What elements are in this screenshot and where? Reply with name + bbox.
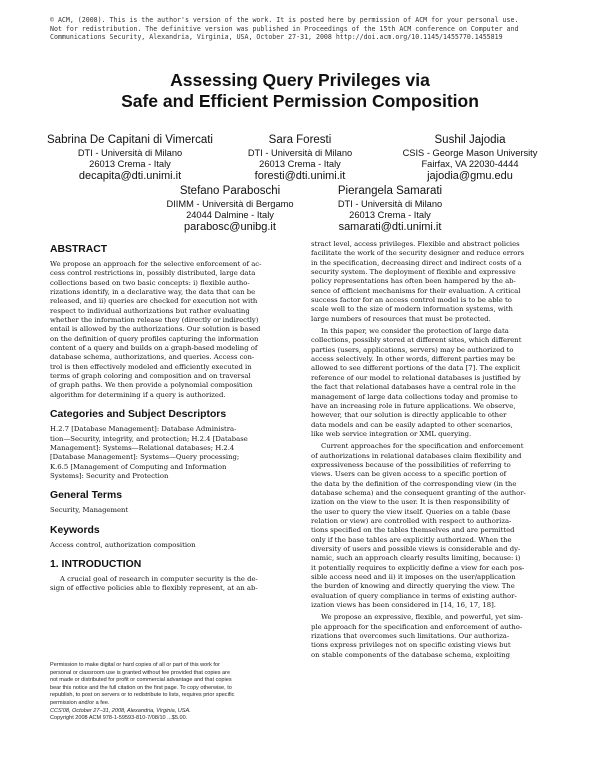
text-line: database schema) and the consequent granting of the author-	[311, 488, 526, 497]
author-affiliation: CSIS - George Mason University	[402, 148, 538, 158]
text-line: of authorizations in relational databases claim flexibility and	[311, 451, 522, 460]
text-line: large numbers of resources that must be protected.	[311, 314, 491, 323]
text-line: the burden of knowing and directly querying the view. The	[311, 582, 515, 591]
author-affiliation: DTI - Università di Milano	[77, 148, 183, 158]
text-line: it potentially requires to explicitly define a view for each pos-	[311, 563, 525, 572]
text-line: evaluation of query compliance in terms of existing author-	[311, 591, 517, 600]
text-line: K.6.5 [Management of Computing and Information	[50, 462, 227, 471]
footnote-line: republish, to post on servers or to redistribute to lists, requires prior specific	[50, 692, 235, 699]
text-line: whether the information release they (directly or indirectly)	[50, 316, 259, 325]
introduction-heading: 1. INTRODUCTION	[50, 558, 142, 570]
paragraph	[311, 240, 564, 324]
author-address: 24044 Dalmine - Italy	[186, 210, 274, 220]
footnote-line: bear this notice and the full citation on the first page. To copy otherwise, to	[50, 684, 232, 691]
text-line: diversity of users and possible views is considerable and dy-	[311, 545, 521, 553]
text-line: expressiveness because of the possibilities of referring to	[311, 460, 511, 469]
text-line: ple approach for the specification and enforcement of autho-	[311, 622, 523, 631]
author-affiliation: DTI - Università di Milano	[247, 148, 353, 158]
author-email: samarati@dti.unimi.it	[338, 221, 442, 233]
text-line: on the definition of query profiles capturing the information	[50, 334, 259, 343]
text-line: reference of our model to relational databases is justified by	[311, 373, 521, 382]
text-line: cess control restrictions in, possibly distributed, large data	[50, 269, 256, 278]
text-line: released, and ii) queries are checked for execution not with	[50, 297, 258, 306]
text-line: security system. The deployment of flexible and expressive	[311, 268, 516, 277]
paragraph	[311, 442, 564, 610]
title-line: Safe and Efficient Permission Composition	[121, 91, 479, 111]
author-name: Sabrina De Capitani di Vimercati	[47, 134, 213, 146]
footnote-line: Copyright 2008 ACM 978-1-59593-810-7/08/10 ...$5.00.	[50, 715, 188, 722]
text-line: A crucial goal of research in computer security is the de-	[60, 574, 258, 583]
text-line: namic, such an approach clearly results limiting, because: i)	[311, 554, 521, 563]
text-line: in the specification, decreasing direct and indirect costs of a	[311, 258, 522, 267]
left-column	[50, 240, 303, 594]
abstract-heading: ABSTRACT	[50, 244, 108, 255]
general-terms-text: Security, Management	[50, 506, 129, 515]
text-line: Systems]: Security and Protection	[50, 471, 169, 480]
text-line: trol is then effectively modeled and efficiently executed in	[50, 362, 252, 371]
text-line: like web service integration or XML querying.	[311, 429, 472, 438]
notice-line: Communications Security, Alexandria, Virginia, USA, October 27-31, 2008 http://doi.acm.org/10.1145/1455770.1455819	[50, 33, 503, 42]
author-email: foresti@dti.unimi.it	[254, 170, 346, 182]
footnote-line: CCS'08, October 27–31, 2008, Alexandria, Virginia, USA.	[50, 707, 191, 714]
text-line: entail is allowed by the authorizations. Our solution is based	[50, 325, 261, 334]
footnote-line: Permission to make digital or hard copies of all or part of this work for	[50, 662, 220, 668]
text-line: H.2.7 [Database Management]: Database Administra-	[50, 425, 237, 434]
author-name: Sushil Jajodia	[434, 134, 506, 146]
text-line: views. Users can be given access to a specific portion of	[311, 470, 507, 479]
general-terms-heading: General Terms	[50, 490, 122, 502]
text-line: sign of effective policies able to flexibly represent, at an ab-	[50, 584, 258, 593]
text-line: respect to individual authorizations but rather evaluating	[50, 306, 250, 315]
author-email: parabosc@unibg.it	[184, 221, 276, 233]
author-address: 26013 Crema - Italy	[259, 159, 341, 169]
text-line: the fact that relational databases have a central role in the	[311, 383, 516, 392]
author-name: Sara Foresti	[268, 134, 332, 146]
author-name: Stefano Paraboschi	[179, 185, 281, 197]
text-line: rizations identify, in a declarative way, the data that can be	[50, 288, 256, 297]
text-line: Management]: Systems—Relational databases; H.2.4	[50, 443, 235, 452]
notice-line: © ACM, (2008). This is the author's version of the work. It is posted here by permission of ACM for your personal use.	[50, 16, 519, 24]
text-line: In this paper, we consider the protection of large data	[321, 327, 509, 336]
footnote-line: personal or classroom use is granted without fee provided that copies are	[50, 669, 231, 676]
text-line: the data by the definition of the corresponding view (in the	[311, 479, 517, 488]
right-column	[311, 240, 564, 660]
categories-body	[50, 425, 303, 481]
text-line: terms of graph coloring and composition and on traversal	[50, 372, 251, 381]
author-affiliation: DTI - Università di Milano	[337, 199, 443, 209]
categories-heading: Categories and Subject Descriptors	[50, 409, 227, 421]
notice-line: Not for redistribution. The definitive version was published in Proceedings of the 15th ACM conference on Computer and	[50, 24, 519, 33]
author-name: Pierangela Samarati	[337, 185, 443, 197]
text-line: ization views has been considered in [14, 16, 17, 18].	[311, 601, 496, 610]
text-line: have an increasing role in future applications. We observe,	[311, 401, 516, 410]
paragraph	[311, 613, 564, 660]
text-line: policy representations has often been hampered by the ab-	[311, 277, 516, 286]
keywords-heading: Keywords	[50, 524, 100, 536]
footnote-line: not made or distributed for profit or commercial advantage and that copies	[50, 677, 232, 684]
text-line: stract level, access privileges. Flexible and abstract policies	[311, 240, 520, 248]
author-block	[40, 133, 220, 183]
text-line: sible access need and ii) it imposes on the user/application	[311, 573, 516, 582]
text-line: tions specified on the tables themselves and are permitted	[311, 526, 515, 535]
text-line: ization on the view to the user. It is then responsibility of	[311, 498, 510, 507]
text-line: We propose an expressive, flexible, and powerful, yet sim-	[321, 613, 523, 622]
text-line: rizations that overcomes such limitations. Our authoriza-	[311, 632, 510, 641]
text-line: scale well to the size of modern information systems, with	[311, 305, 513, 314]
text-line: We propose an approach for the selective enforcement of ac-	[50, 260, 262, 268]
text-line: only if the base tables are explicitly authorized. When the	[311, 535, 512, 544]
text-line: algorithm for determining if a query is authorized.	[50, 390, 226, 399]
author-email: decapita@dti.unimi.it	[78, 170, 182, 182]
author-affiliation: DIIMM - Università di Bergamo	[166, 199, 294, 209]
text-line: success factor for an access control model is to be able to	[311, 296, 512, 305]
text-line: collections, possibly stored at different sites, which different	[311, 336, 522, 345]
text-line: relation or view) are controlled with respect to authoriza-	[311, 516, 512, 525]
text-line: database schema, authorizations, and queries. Access con-	[50, 353, 255, 362]
author-address: 26013 Crema - Italy	[89, 159, 171, 169]
keywords-text: Access control, authorization composition	[50, 540, 196, 549]
author-block	[140, 184, 320, 234]
author-email: jajodia@gmu.edu	[427, 170, 513, 182]
text-line: Current approaches for the specification and enforcement	[321, 442, 524, 451]
author-block	[220, 133, 380, 183]
text-line: facilitate the work of the security designer and reduce errors	[311, 249, 525, 258]
text-line: parties (users, applications, servers) may be authorized to	[311, 345, 514, 354]
text-line: collections based on two basic concepts: i) flexible autho-	[50, 278, 250, 287]
text-line: sence of efficient mechanisms for their evaluation. A critical	[311, 286, 521, 295]
paragraph	[311, 327, 564, 439]
text-line: data models and can be easily adapted to other scenarios,	[311, 420, 513, 429]
author-block	[380, 133, 560, 183]
footnote-line: permission and/or a fee.	[50, 699, 110, 706]
text-line: access selectively. In other words, different parties may be	[311, 355, 516, 364]
author-block	[300, 184, 480, 234]
text-line: [Database Management]: Systems—Query processing;	[50, 453, 240, 462]
copyright-notice	[50, 16, 560, 42]
author-address: 26013 Crema - Italy	[349, 210, 431, 220]
text-line: management of large data collections today and promise to	[311, 392, 518, 401]
text-line: however, that our solution is directly applicable to other	[311, 411, 507, 420]
abstract-body	[50, 260, 303, 400]
author-address: Fairfax, VA 22030-4444	[421, 159, 519, 169]
text-line: content of a query and builds on a graph-based modeling of	[50, 344, 258, 353]
text-line: of graph paths. We then provide a polynomial composition	[50, 381, 253, 390]
text-line: allowed to see different portions of the data [7]. The explicit	[311, 364, 521, 373]
text-line: tions express privileges not on specific existing views but	[311, 641, 511, 650]
permission-footnote	[50, 662, 303, 723]
text-line: the user to query the view itself. Queries on a table (base	[311, 507, 511, 516]
paper-title	[0, 70, 600, 112]
text-line: tion—Security, integrity, and protection; H.2.4 [Database	[50, 434, 248, 443]
text-line: on stable components of the database schema, exploiting	[311, 650, 511, 659]
title-line: Assessing Query Privileges via	[170, 70, 430, 90]
